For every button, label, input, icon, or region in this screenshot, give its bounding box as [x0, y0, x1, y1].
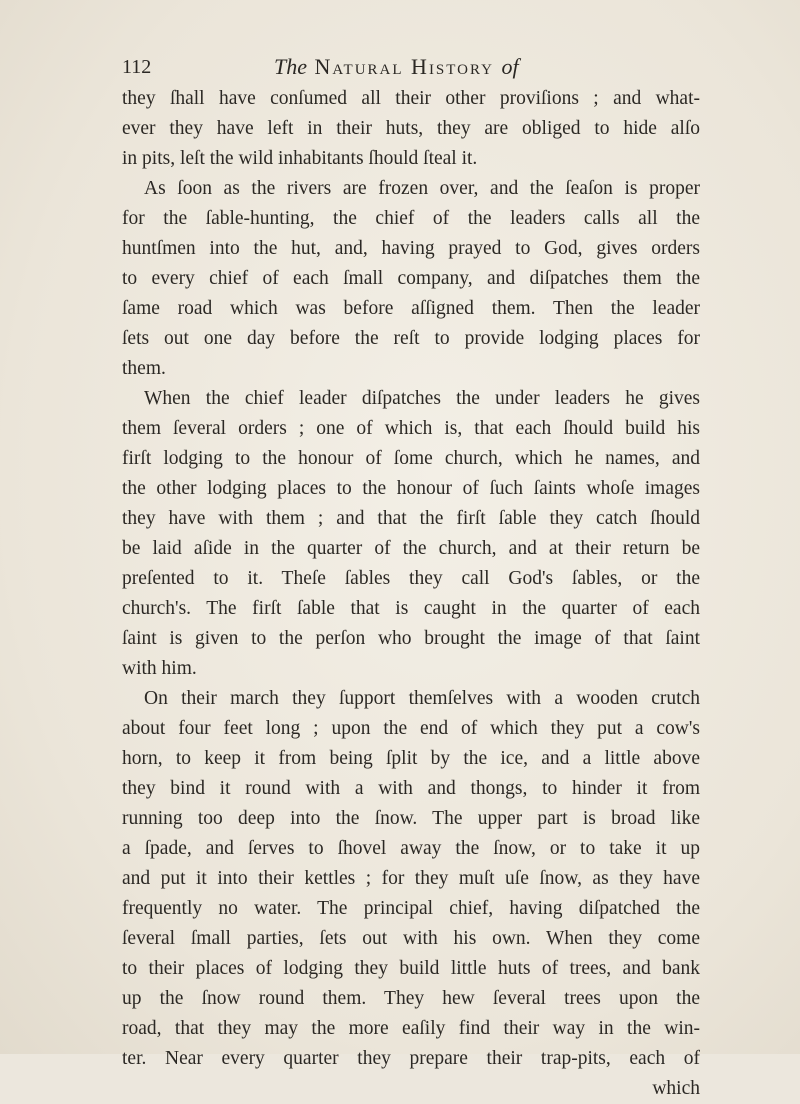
text-line: frequently no water. The principal chief, having diſpatched the — [122, 898, 700, 919]
running-title-prefix: The — [274, 54, 307, 79]
text-line: to their places of lodging they build little huts of trees, and bank — [122, 958, 700, 979]
text-line: On their march they ſupport themſelves with a wooden crutch — [144, 688, 700, 709]
text-line: them ſeveral orders ; one of which is, that each ſhould build his — [122, 418, 700, 439]
text-line: they bind it round with a with and thongs, to hinder it from — [122, 778, 700, 799]
text-line: with him. — [122, 658, 197, 679]
text-line: preſented to it. Theſe ſables they call God's ſables, or the — [122, 568, 700, 589]
text-line: horn, to keep it from being ſplit by the ice, and a little above — [122, 748, 700, 769]
running-title-main: Natural History — [314, 54, 495, 79]
text-line: road, that they may the more eaſily find their way in the win- — [122, 1018, 700, 1039]
text-line: the other lodging places to the honour of ſuch ſaints whoſe images — [122, 478, 700, 499]
text-line: running too deep into the ſnow. The upper part is broad like — [122, 808, 700, 829]
text-line: As ſoon as the rivers are frozen over, and the ſeaſon is proper — [144, 178, 700, 199]
running-title — [274, 54, 519, 80]
text-line: firſt lodging to the honour of ſome church, which he names, and — [122, 448, 700, 469]
text-line: up the ſnow round them. They hew ſeveral trees upon the — [122, 988, 700, 1009]
text-line: to every chief of each ſmall company, and diſpatches them the — [122, 268, 700, 289]
text-line: huntſmen into the hut, and, having prayed to God, gives orders — [122, 238, 700, 259]
text-line: they have with them ; and that the firſt ſable they catch ſhould — [122, 508, 700, 529]
text-line: a ſpade, and ſerves to ſhovel away the ſnow, or to take it up — [122, 838, 700, 859]
text-line: ter. Near every quarter they prepare their trap-pits, each of — [122, 1048, 700, 1069]
text-line: be laid aſide in the quarter of the church, and at their return be — [122, 538, 700, 559]
text-line: them. — [122, 358, 166, 379]
running-title-suffix: of — [501, 54, 519, 79]
text-line: in pits, leſt the wild inhabitants ſhould ſteal it. — [122, 148, 478, 169]
text-line: ſaint is given to the perſon who brought the image of that ſaint — [122, 628, 700, 649]
catchword: which — [652, 1078, 700, 1099]
text-line: When the chief leader diſpatches the under leaders he gives — [144, 388, 700, 409]
text-line: ſeveral ſmall parties, ſets out with his own. When they come — [122, 928, 700, 949]
text-line: ſame road which was before aſſigned them. Then the leader — [122, 298, 700, 319]
page-number: 112 — [122, 56, 152, 78]
body-text — [122, 84, 700, 1104]
text-line: for the ſable-hunting, the chief of the leaders calls all the — [122, 208, 700, 229]
text-line: about four feet long ; upon the end of which they put a cow's — [122, 718, 700, 739]
text-line: ever they have left in their huts, they are obliged to hide alſo — [122, 118, 700, 139]
running-head — [122, 56, 700, 86]
text-line: they ſhall have conſumed all their other proviſions ; and what- — [122, 88, 700, 109]
text-line: ſets out one day before the reſt to provide lodging places for — [122, 328, 700, 349]
text-line: church's. The firſt ſable that is caught in the quarter of each — [122, 598, 700, 619]
text-line: and put it into their kettles ; for they muſt uſe ſnow, as they have — [122, 868, 700, 889]
